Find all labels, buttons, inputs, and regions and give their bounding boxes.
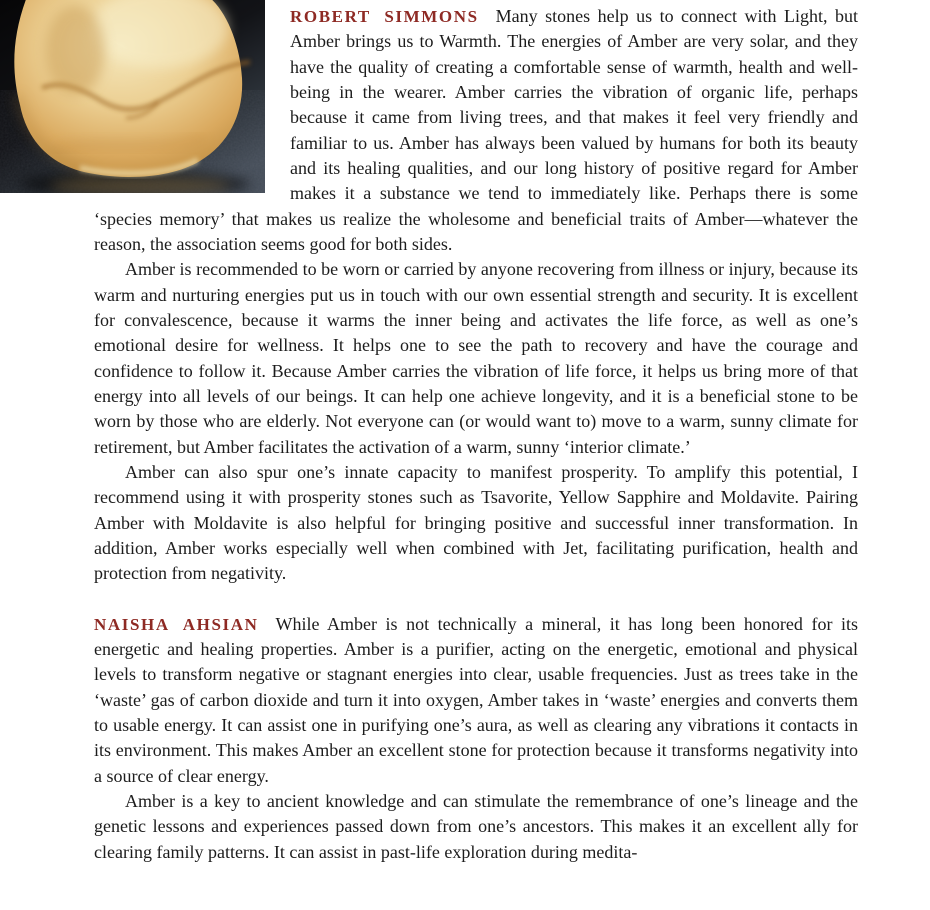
paragraph-text: Amber can also spur one’s innate capacity to manifest prosperity. To amplify this potential, I recommend using it with prosperity stones such as Tsavorite, Yellow Sapphire and Moldavite. Pairing Amber with Moldavite is also helpful for bringing positive and successful inner transformation. In addition, Amber works especially well when combined with Jet, facilitating purification, health and protection from negativity. (94, 461, 858, 584)
paragraph-text: While Amber is not technically a mineral, it has long been honored for its energetic and healing properties. Amber is a purifier, acting on the energetic, emotional and physical levels to transform negative or stagnant energies into clear, usable frequencies. Just as trees take in the ‘waste’ gas of carbon dioxide and turn it into oxygen, Amber takes in ‘waste’ energies and converts them to usable energy. It can assist one in purifying one’s aura, as well as clearing any vibrations it contacts in its environment. This makes Amber an excellent stone for protection because it transforms negativity into a source of clear energy. (94, 613, 858, 786)
paragraph-text: Many stones help us to connect with Light, but Amber brings us to Warmth. The energies of Amber are very solar, and they have the quality of creating a comfortable sense of warmth, health and well-being in the wearer. Amber carries the vibration of organic life, perhaps because it came from living trees, and that makes it feel very friendly and familiar to us. Amber has always been valued by humans for both its beauty and its healing qualities, and our long history of positive regard for Amber makes it a substance we tend to immediately like. Perhaps there is some ‘species memory’ that makes us realize the wholesome and beneficial traits of Amber—whatever the reason, the association seems good for both sides. (94, 6, 858, 254)
amber-stone-photo (0, 0, 265, 193)
author-name-robert-simmons: ROBERT SIMMONS (290, 7, 479, 26)
paragraph-text: Amber is a key to ancient knowledge and can stimulate the remembrance of one’s lineage and the genetic lessons and experiences passed down from one’s ancestors. This makes it an excellent ally for clearing family patterns. It can assist in past-life exploration during medita- (94, 790, 858, 862)
author-name-naisha-ahsian: NAISHA AHSIAN (94, 614, 259, 634)
paragraph (94, 612, 858, 789)
section-naisha-ahsian (94, 612, 858, 865)
paragraph-text: Amber is recommended to be worn or carried by anyone recovering from illness or injury, because its warm and nurturing energies put us in touch with our own essential strength and security. It is excellent for convalescence, because it warms the inner being and activates the life force, as well as one’s emotional desire for wellness. It helps one to see the path to recovery and have the courage and confidence to follow it. Because Amber carries the vibration of life force, it helps us bring more of that energy into all levels of our beings. It can help one achieve longevity, and it is a beneficial stone to be worn by those who are elderly. Not everyone can (or would want to) move to a warm, sunny climate for retirement, but Amber facilitates the activation of a warm, sunny ‘interior climate.’ (94, 259, 858, 457)
amber-stone-illustration (0, 0, 265, 193)
